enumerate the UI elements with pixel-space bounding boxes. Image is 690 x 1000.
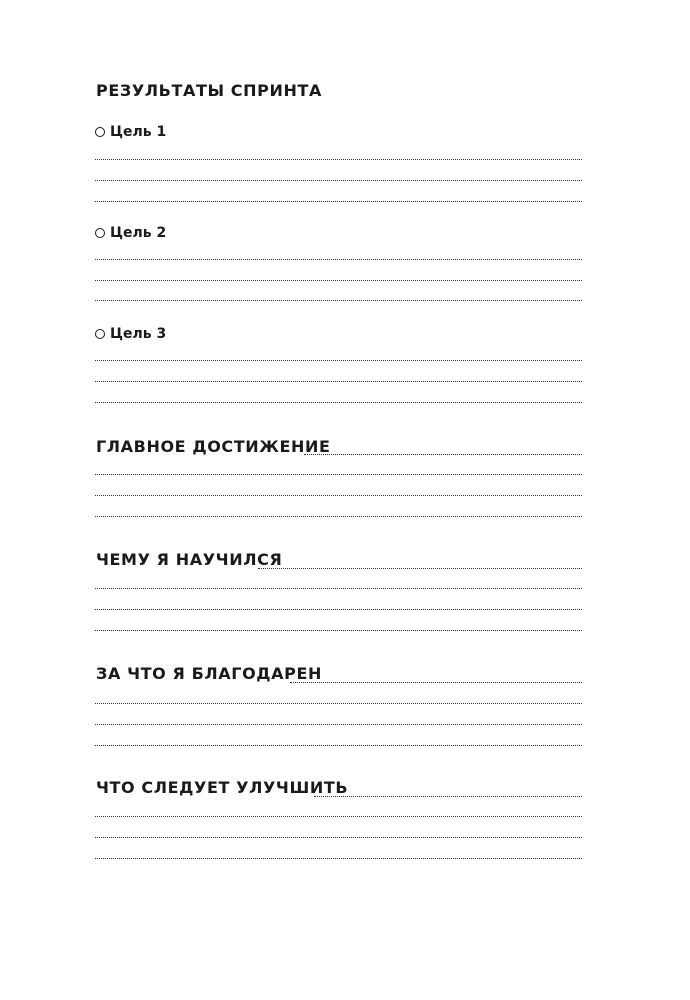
improve-line-1[interactable] [314, 796, 582, 797]
goal-1 [95, 124, 166, 140]
page-title: РЕЗУЛЬТАТЫ СПРИНТА [96, 81, 322, 100]
improve-title: ЧТО СЛЕДУЕТ УЛУЧШИТЬ [96, 778, 349, 797]
circle-checkbox-icon[interactable] [95, 228, 105, 238]
goal-1-label: Цель 1 [110, 124, 167, 140]
main-achievement-line-1[interactable] [304, 454, 582, 455]
goal-3-label: Цель 3 [110, 326, 167, 342]
goal-3-line-1[interactable] [95, 360, 582, 361]
grateful-line-3[interactable] [95, 724, 582, 725]
main-achievement-line-3[interactable] [95, 495, 582, 496]
goal-3-line-3[interactable] [95, 402, 582, 403]
learned-line-2[interactable] [95, 588, 582, 589]
goal-3-line-2[interactable] [95, 381, 582, 382]
goal-2-line-2[interactable] [95, 280, 582, 281]
goal-3 [95, 326, 166, 342]
grateful-line-2[interactable] [95, 703, 582, 704]
main-achievement-line-2[interactable] [95, 474, 582, 475]
learned-line-1[interactable] [258, 568, 582, 569]
grateful-line-1[interactable] [290, 682, 582, 683]
goal-2 [95, 225, 166, 241]
grateful-title: ЗА ЧТО Я БЛАГОДАРЕН [96, 664, 322, 683]
goal-1-line-2[interactable] [95, 180, 582, 181]
main-achievement-line-4[interactable] [95, 516, 582, 517]
circle-checkbox-icon[interactable] [95, 329, 105, 339]
goal-1-line-3[interactable] [95, 201, 582, 202]
improve-line-4[interactable] [95, 858, 582, 859]
grateful-line-4[interactable] [95, 745, 582, 746]
learned-line-3[interactable] [95, 609, 582, 610]
goal-1-line-1[interactable] [95, 159, 582, 160]
circle-checkbox-icon[interactable] [95, 127, 105, 137]
improve-line-3[interactable] [95, 837, 582, 838]
learned-title: ЧЕМУ Я НАУЧИЛСЯ [96, 550, 283, 569]
learned-line-4[interactable] [95, 630, 582, 631]
main-achievement-title: ГЛАВНОЕ ДОСТИЖЕНИЕ [96, 437, 331, 456]
goal-2-label: Цель 2 [110, 225, 167, 241]
goal-2-line-1[interactable] [95, 259, 582, 260]
goal-2-line-3[interactable] [95, 300, 582, 301]
improve-line-2[interactable] [95, 816, 582, 817]
